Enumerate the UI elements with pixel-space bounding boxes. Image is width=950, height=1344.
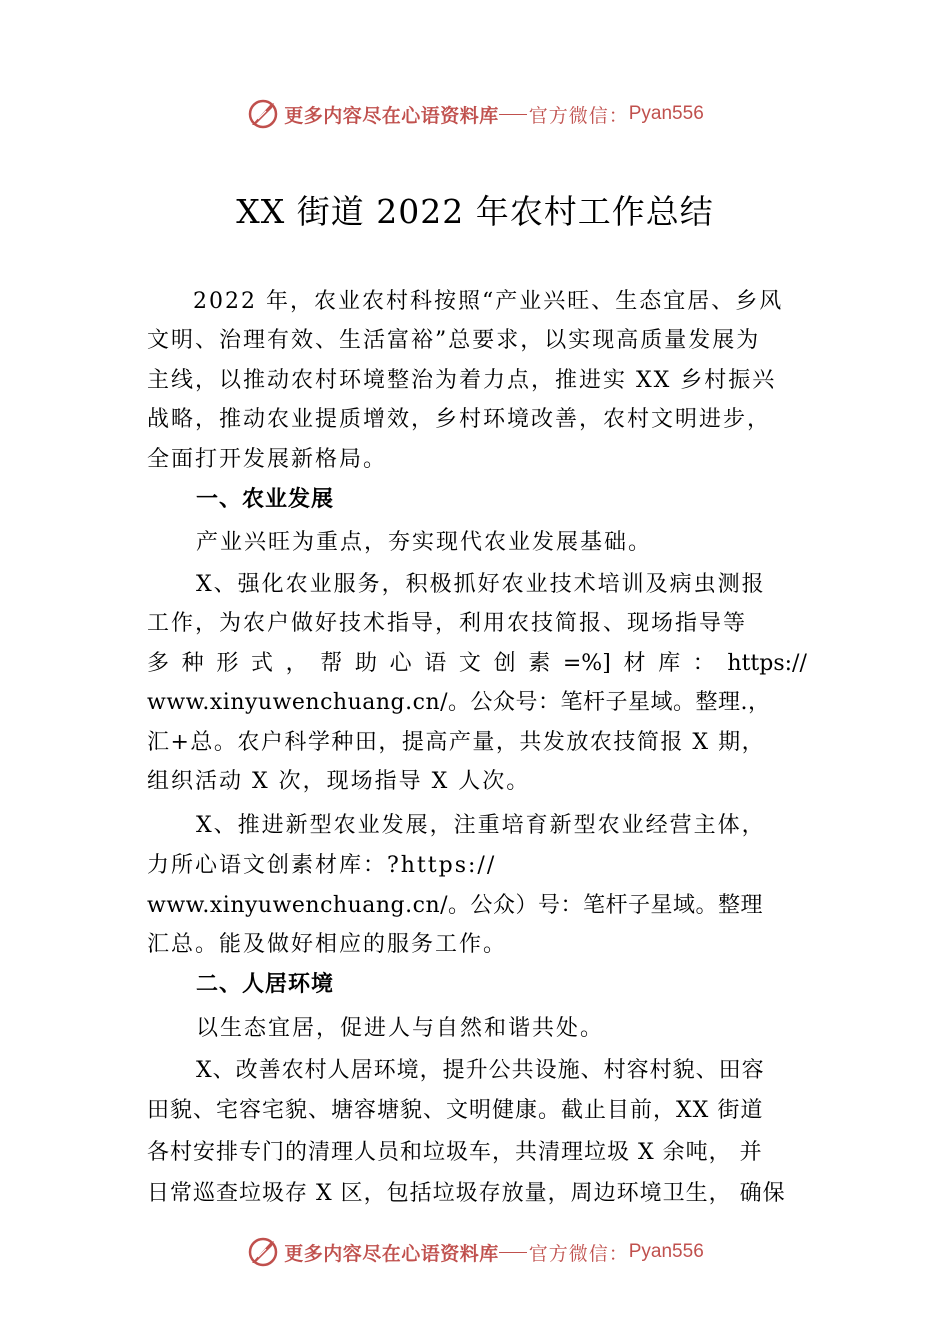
paragraph-line: 力所心语文创素材库：?https://: [147, 853, 497, 878]
header-watermark-banner: [0, 94, 950, 134]
paragraph-line: www.xinyuwenchuang.cn/。公众）号：笔杆子星域。整理: [147, 893, 764, 918]
paragraph-line: 日常巡查垃圾存 X 区，包括垃圾存放量，周边环境卫生， 确保: [147, 1181, 786, 1206]
paragraph-line: 各村安排专门的清理人员和垃圾车，共清理垃圾 X 余吨， 并: [147, 1140, 763, 1165]
paragraph-line: 主线，以推动农村环境整治为着力点，推进实 XX 乡村振兴: [147, 368, 777, 393]
paragraph-line: 以生态宜居，促进人与自然和谐共处。: [196, 1016, 605, 1041]
paragraph-line: www.xinyuwenchuang.cn/。公众号：笔杆子星域。整理.，: [147, 690, 771, 715]
paragraph-line: 全面打开发展新格局。: [147, 447, 388, 472]
banner-text: 更多内容尽在心语资料库: [284, 1242, 499, 1265]
quill-pen-circle-logo-icon: [246, 1235, 280, 1269]
paragraph-line-justified: 多 种 形 式 ， 帮 助 心 语 文 创 素 =%] 材 库 ： https://: [147, 651, 807, 676]
quill-pen-circle-logo-icon: [246, 97, 280, 131]
paragraph-line: 汇+总。农户科学种田，提高产量，共发放农技简报 X 期，: [147, 730, 766, 755]
paragraph-line: X、推进新型农业发展，注重培育新型农业经营主体，: [196, 813, 766, 838]
banner-wechat-label: 官方微信：: [528, 104, 629, 127]
document-title: XX 街道 2022 年农村工作总结: [236, 192, 714, 231]
paragraph-line: 2022 年，农业农村科按照“产业兴旺、生态宜居、乡风: [193, 289, 784, 314]
paragraph-line: 战略，推动农业提质增效，乡村环境改善，农村文明进步，: [147, 407, 772, 432]
paragraph-line: 文明、治理有效、生活富裕”总要求，以实现高质量发展为: [147, 328, 761, 353]
banner-text: 更多内容尽在心语资料库: [284, 104, 499, 127]
footer-watermark-banner: [0, 1232, 950, 1272]
paragraph-line: X、强化农业服务，积极抓好农业技术培训及病虫测报: [196, 572, 766, 597]
banner-divider: [499, 114, 527, 115]
paragraph-line: X、改善农村人居环境，提升公共设施、村容村貌、田容: [196, 1058, 765, 1083]
banner-wechat-id: Pyan556: [628, 1241, 704, 1262]
paragraph-line: 田貌、宅容宅貌、塘容塘貌、文明健康。截止目前，XX 街道: [147, 1098, 764, 1123]
section-heading: 二、人居环境: [196, 972, 335, 997]
banner-wechat-id: Pyan556: [628, 103, 704, 124]
banner-divider: [499, 1252, 527, 1253]
paragraph-line: 汇总。能及做好相应的服务工作。: [147, 932, 508, 957]
paragraph-line: 工作，为农户做好技术指导，利用农技简报、现场指导等: [147, 611, 748, 636]
section-heading: 一、农业发展: [196, 487, 335, 512]
paragraph-line: 组织活动 X 次，现场指导 X 人次。: [147, 769, 531, 794]
paragraph-line: 产业兴旺为重点，夯实现代农业发展基础。: [196, 530, 653, 555]
banner-wechat-label: 官方微信：: [528, 1242, 629, 1265]
